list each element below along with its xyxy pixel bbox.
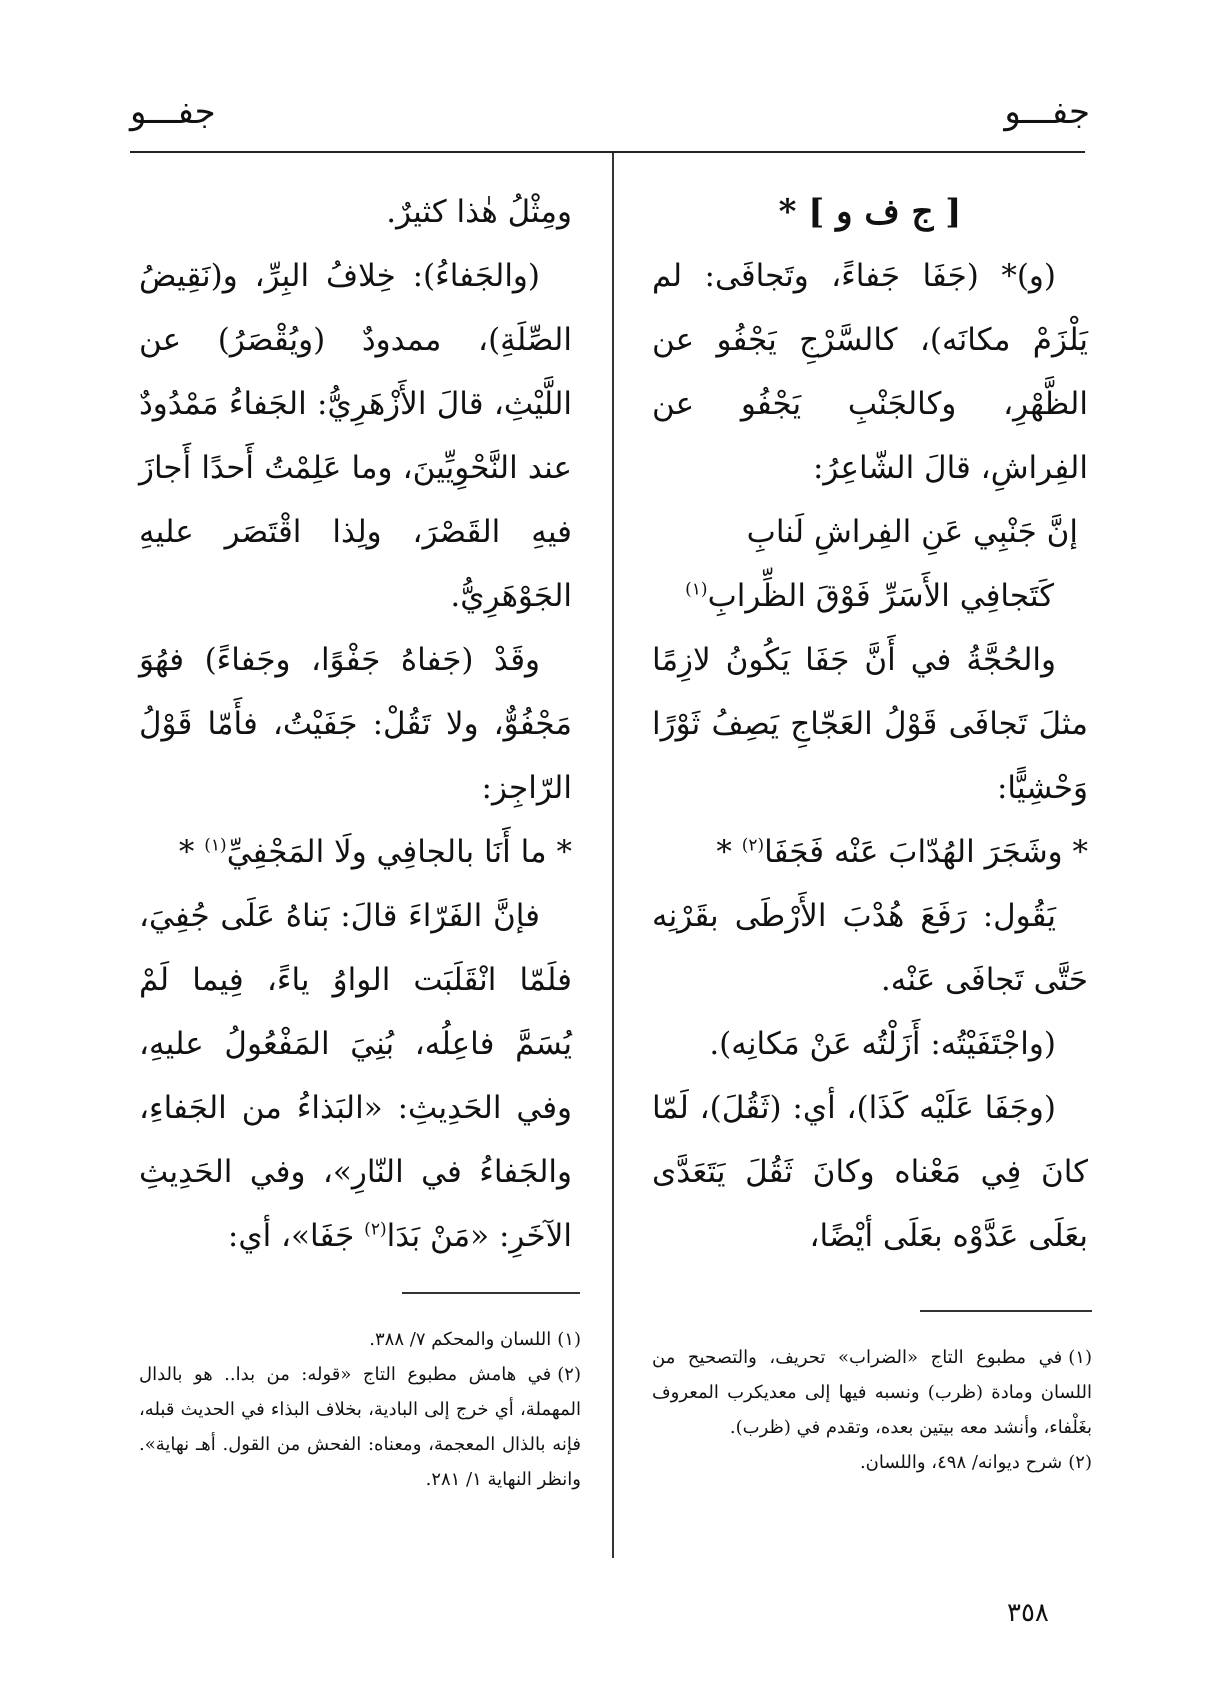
left-column [139,180,572,1268]
footnote [139,1357,581,1497]
footnote-rule-left [402,1292,580,1294]
footnote-number: (١) [557,1329,581,1350]
paragraph: (و)* (جَفَا جَفاءً، وتَجافَى: لم يَلْزَمْ مكانَه)، كالسَّرْجِ يَجْفُو عن الظَّهْرِ، وكالجَنْبِ يَجْفُو عن الفِراشِ، قالَ الشّاعِرُ: [652,258,1088,486]
column-divider [612,153,614,1558]
footnote [139,1322,581,1357]
paragraph: (والجَفاءُ): خِلافُ البِرِّ، و(نَقِيضُ الصِّلَةِ)، ممدودٌ (ويُقْصَرُ) عن اللَّيْثِ، قالَ الأَزْهَرِيُّ: الجَفاءُ مَمْدُودٌ عند النَّحْوِيِّينَ، وما عَلِمْتُ أَحدًا أَجازَ فيهِ القَصْرَ، ولِذا اقْتَصَر عليهِ الجَوْهَرِيُّ. [139,258,572,614]
verse-line [652,820,1088,884]
running-header-left: جفـــو [130,92,216,132]
footnote-ref: (١) [204,835,227,856]
footnotes-right [652,1340,1092,1480]
header-rule [130,151,1085,153]
running-header-right: جفـــو [1004,92,1090,132]
footnote-number: (٢) [557,1364,581,1385]
page-number: ٣٥٨ [1007,1598,1049,1628]
paragraph: (وجَفَا عَلَيْه كَذَا)، أي: (ثَقُلَ)، لَمّا كانَ فِي مَعْناه وكانَ ثَقُلَ يَتَعَدَّى بعَلَى عَدَّوْه بعَلَى أيْضًا، [652,1090,1088,1254]
footnote [652,1445,1092,1480]
verse-line [139,820,572,884]
footnote-text: شرح ديوانه/ ٤٩٨، واللسان. [859,1452,1063,1473]
verse-end: * [716,834,742,870]
verse-text: * ما أَنَا بالجافِي ولَا المَجْفِيِّ [226,834,572,870]
paragraph: والحُجَّةُ في أَنَّ جَفَا يَكُونُ لازِمًا مثلَ تَجافَى قَوْلُ العَجّاجِ يَصِفُ ثَوْرًا وَحْشِيًّا: [652,642,1088,806]
footnote-text: في هامش مطبوع التاج «قوله: من بدا.. هو بالدال المهملة، أي خرج إلى البادية، بخلاف البذاء في الحديث قبله، فإنه بالذال المعجمة، ومعناه: الفحش من القول. أهـ نهاية». وانظر النهاية ١/ ٢٨١. [139,1364,581,1490]
verse-line: إنَّ جَنْبِي عَنِ الفِراشِ لَنابِ [746,514,1078,550]
footnote-number: (١) [1068,1347,1092,1368]
verse-line [652,564,1088,628]
verse-end: * [178,834,205,870]
footnote [652,1340,1092,1445]
paragraph-text: جَفَا»، أي: [227,1218,365,1254]
paragraph [139,884,572,1268]
footnote-ref: (٢) [741,835,765,856]
footnote-ref: (١) [685,579,708,600]
verse-text: كَتَجافِي الأَسَرِّ فَوْقَ الظِّرابِ [707,578,1054,614]
paragraph: وقَدْ (جَفاهُ جَفْوًا، وجَفاءً) فهُوَ مَجْفُوٌّ، ولا تَقُلْ: جَفَيْتُ، فأَمّا قَوْلُ الرّاجِز: [139,642,572,806]
footnote-number: (٢) [1068,1452,1092,1473]
footnote-text: اللسان والمحكم ٧/ ٣٨٨. [369,1329,552,1350]
footnote-ref: (٢) [364,1219,387,1240]
footnotes-left [139,1322,581,1497]
verse-text: * وشَجَرَ الهُدّابَ عَنْه فَجَفَا [764,834,1088,870]
paragraph-text: فإنَّ الفَرّاءَ قالَ: بَناهُ عَلَى جُفِيَ، فلَمّا انْقَلَبَت الواوُ ياءً، فِيما لَمْ يُسَمَّ فاعِلُه، بُنِيَ المَفْعُولُ عليهِ، وفي الحَدِيثِ: «البَذاءُ من الجَفاءِ، والجَفاءُ في النّارِ»، وفي الحَدِيثِ الآخَرِ: «مَنْ بَدَا [139,898,572,1254]
footnote-rule-right [920,1310,1092,1312]
paragraph: ومِثْلُ هٰذا كثيرٌ. [386,194,572,230]
entry-heading: [ ج ف و ] * [778,192,962,232]
paragraph: (واجْتَفَيْتُه: أَزَلْتُه عَنْ مَكانِه). [709,1026,1056,1062]
footnote-text: في مطبوع التاج «الضراب» تحريف، والتصحيح من اللسان ومادة (ظرب) ونسبه فيها إلى معديكرب المعروف بغَلْفاء، وأنشد معه بيتين بعده، وتقدم في (ظرب). [652,1347,1092,1438]
paragraph: يَقُول: رَفَعَ هُدْبَ الأَرْطَى بقَرْنِه حَتَّى تَجافَى عَنْه. [652,898,1088,998]
right-column [652,180,1088,1268]
